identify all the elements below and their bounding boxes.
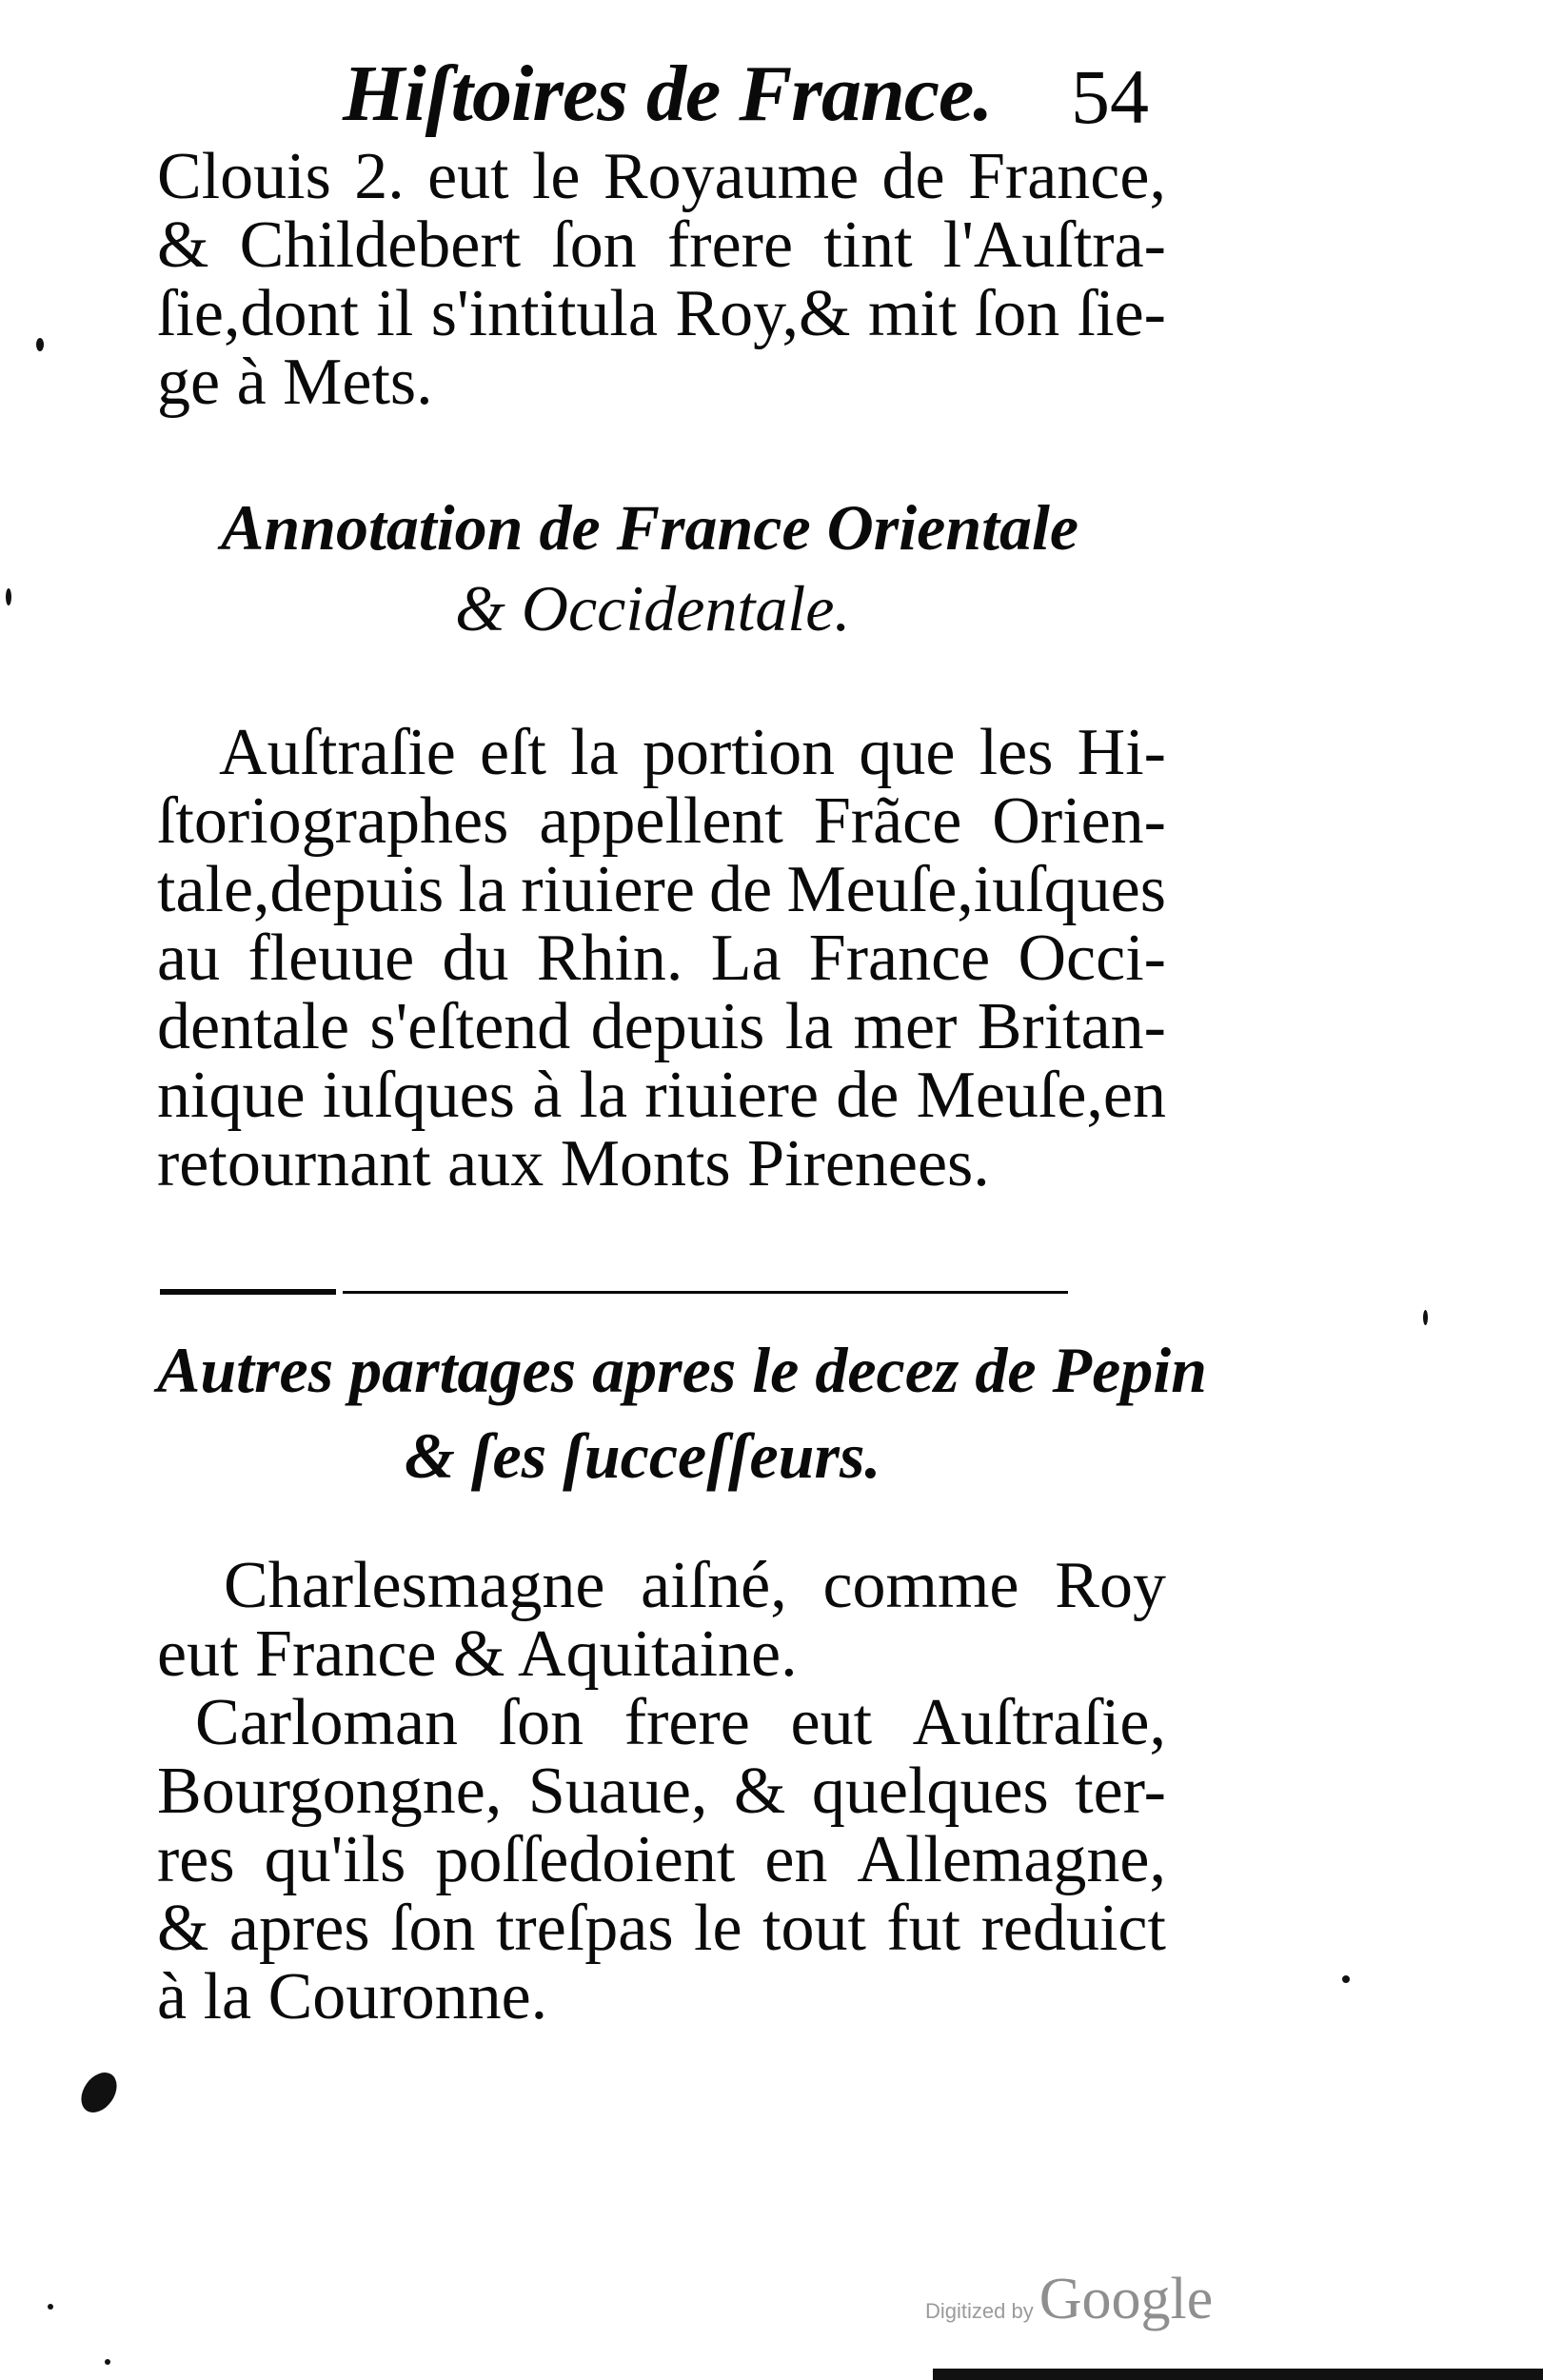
text-line: Charlesmagne aiſné, comme Roy (224, 1549, 1166, 1622)
running-title: Hiſtoires de France. (343, 50, 993, 138)
text-line: tale,depuis la riuiere de Meuſe,iuſques (157, 853, 1166, 926)
paragraph-austrasie-continued (157, 784, 1166, 1200)
text-line: ſtoriographes appellent Frãce Orien- (157, 784, 1166, 858)
text-line: à la Couronne. (157, 1960, 548, 2033)
ink-speck (105, 2359, 110, 2365)
text-line: ſie,dont il s'intitula Roy,& mit ſon ſie- (157, 277, 1166, 350)
text-line: res qu'ils poſſedoient en Allemagne, (157, 1823, 1166, 1896)
paragraph-charlesmagne (224, 1549, 1166, 1622)
watermark-prefix: Digitized by (925, 2299, 1034, 2323)
section-divider-thick (160, 1289, 336, 1295)
text-line: Clouis 2. eut le Royaume de France, (157, 140, 1166, 213)
ink-blot (74, 2066, 125, 2119)
text-line: Bourgongne, Suaue, & quelques ter- (157, 1755, 1166, 1828)
section-heading-partages-line-2: & ſes ſucceſſeurs. (405, 1419, 881, 1492)
google-logo: Google (1039, 2267, 1214, 2331)
ink-speck (48, 2304, 53, 2310)
section-heading-annotation: Annotation de France Orientale (221, 491, 1079, 564)
paragraph-clouis (157, 140, 1166, 419)
paragraph-carloman-continued (157, 1757, 1166, 2032)
text-line: dentale s'eſtend depuis la mer Britan- (157, 990, 1166, 1063)
ink-speck (36, 338, 44, 351)
paragraph-carloman (195, 1686, 1166, 1759)
text-line: nique iuſques à la riuiere de Meuſe,en (157, 1059, 1166, 1132)
section-heading-partages: Autres partages apres le decez de Pepin (157, 1334, 1207, 1406)
section-divider-thin (343, 1291, 1068, 1294)
ink-speck (1342, 1975, 1350, 1983)
text-line: Auſtraſie eſt la portion que les Hi- (219, 716, 1166, 789)
text-line: ge à Mets. (157, 346, 433, 419)
section-heading-annotation-line-2: & Occidentale. (455, 572, 851, 645)
text-line: Carloman ſon frere eut Auſtraſie, (195, 1686, 1166, 1759)
text-line: & Childebert ſon frere tint l'Auſtra- (157, 208, 1166, 282)
paragraph-austrasie (219, 716, 1166, 789)
paragraph-charlesmagne-continued (157, 1617, 1166, 1691)
text-line: au fleuue du Rhin. La France Occi- (157, 922, 1166, 995)
ink-speck (6, 588, 11, 605)
text-line: retournant aux Monts Pirenees. (157, 1127, 990, 1200)
text-line: & apres ſon treſpas le tout fut reduict (157, 1892, 1166, 1965)
page-number: 54 (1071, 53, 1149, 140)
digitized-watermark (925, 2266, 1213, 2333)
page-bottom-edge (933, 2369, 1543, 2380)
text-line: eut France & Aquitaine. (157, 1617, 798, 1691)
ink-speck (1423, 1310, 1428, 1325)
